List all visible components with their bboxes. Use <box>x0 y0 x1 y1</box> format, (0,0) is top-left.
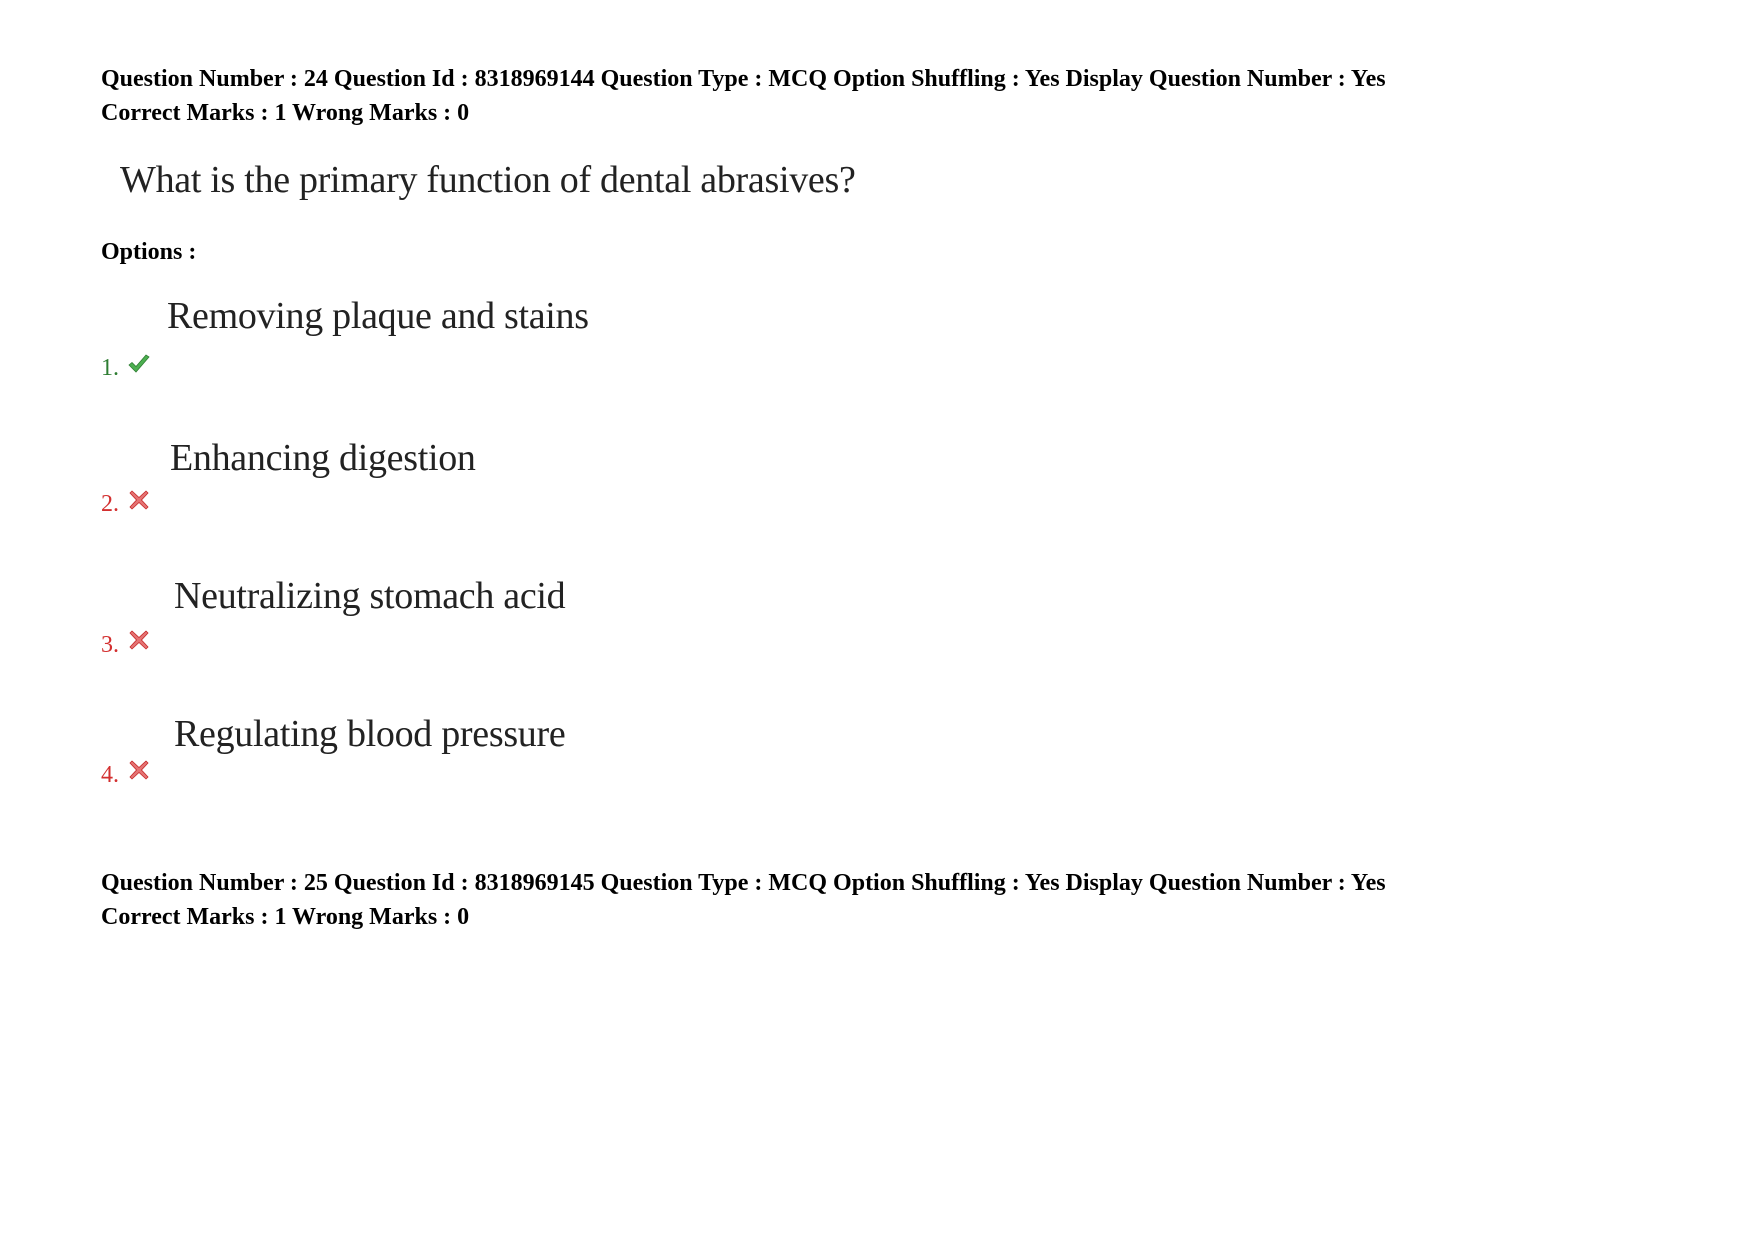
question-24-marks: Correct Marks : 1 Wrong Marks : 0 <box>101 100 470 126</box>
question-25-header: Question Number : 25 Question Id : 8318969145 Question Type : MCQ Option Shuffling : Yes Display Question Number : Yes <box>101 870 1386 896</box>
check-icon <box>127 352 151 376</box>
option-1-text: Removing plaque and stains <box>167 295 589 337</box>
cross-icon <box>127 758 151 782</box>
option-3-text: Neutralizing stomach acid <box>174 575 566 617</box>
option-4-number: 4. <box>101 762 119 788</box>
cross-icon <box>127 628 151 652</box>
option-2-text: Enhancing digestion <box>170 437 476 479</box>
option-1-number: 1. <box>101 355 119 381</box>
options-label: Options : <box>101 239 197 265</box>
question-25-marks: Correct Marks : 1 Wrong Marks : 0 <box>101 904 470 930</box>
option-2-number: 2. <box>101 491 119 517</box>
question-text: What is the primary function of dental abrasives? <box>120 159 856 201</box>
option-4-text: Regulating blood pressure <box>174 713 566 755</box>
cross-icon <box>127 488 151 512</box>
question-24-header: Question Number : 24 Question Id : 8318969144 Question Type : MCQ Option Shuffling : Yes Display Question Number : Yes <box>101 66 1386 92</box>
option-3-number: 3. <box>101 632 119 658</box>
